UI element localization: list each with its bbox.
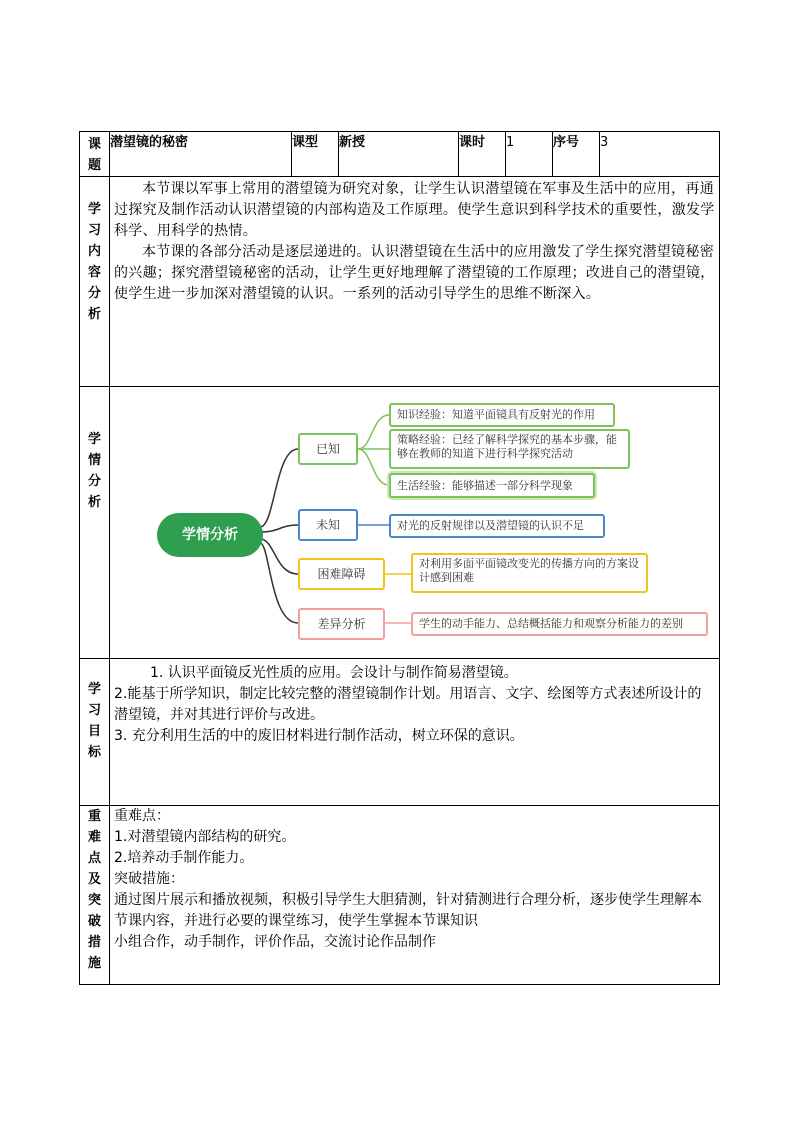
header-row: [80, 132, 720, 177]
objectives-label: [80, 659, 109, 763]
label-char: 分: [87, 474, 101, 489]
objectives-row: [80, 659, 720, 806]
content-analysis-label-cell: [80, 177, 110, 387]
key-points-line-6: 小组合作，动手制作，评价作品，交流讨论作品制作: [114, 934, 436, 950]
objectives-body: [110, 659, 720, 806]
key-points-line-1: 重难点：: [114, 808, 170, 824]
mind-map: [110, 387, 720, 657]
label-char: 重: [87, 809, 101, 824]
node-difficulty: 困难障碍: [298, 558, 385, 590]
connector-known-3: [358, 449, 389, 485]
content-analysis-label: [80, 177, 109, 325]
node-difference-item: 学生的动手能力、总结概括能力和观察分析能力的差别: [411, 612, 708, 636]
label-char: 分: [87, 286, 101, 301]
node-known-knowledge: 知识经验：知道平面镜具有反射光的作用: [389, 403, 615, 427]
label-char: 措: [87, 935, 101, 950]
node-difficulty-item: 对利用多面平面镜改变光的传播方向的方案设计感到困难: [411, 553, 648, 593]
connector-unknown: [260, 525, 298, 532]
node-unknown-item: 对光的反射规律以及潜望镜的认识不足: [389, 514, 605, 538]
node-unknown: 未知: [298, 509, 358, 541]
content-analysis-row: [80, 177, 720, 387]
connector-difference: [260, 543, 298, 623]
label-char: 内: [87, 244, 101, 259]
objective-2: 2.能基于所学知识，制定比较完整的潜望镜制作计划。用语言、文字、绘图等方式表述所设计的潜望镜，并对其进行评价与改进。: [114, 686, 702, 723]
objectives-label-cell: [80, 659, 110, 806]
connector-known: [260, 449, 298, 527]
label-char: 习: [87, 703, 101, 718]
lesson-plan-table: [79, 131, 720, 985]
label-char: 学: [87, 682, 101, 697]
topic-title: 潜望镜的秘密: [110, 132, 292, 177]
node-difference: 差异分析: [298, 608, 385, 640]
hours-value: 1: [506, 132, 553, 177]
label-char: 容: [87, 265, 101, 280]
label-char: 学: [87, 202, 101, 217]
learner-analysis-label: [80, 387, 109, 513]
order-label: 序号: [553, 132, 600, 177]
label-char: 题: [87, 158, 101, 173]
label-char: 目: [87, 724, 101, 739]
node-known: 已知: [298, 433, 358, 465]
learner-analysis-label-cell: [80, 387, 110, 659]
node-known-life: 生活经验：能够描述一部分科学现象: [389, 473, 595, 498]
label-char: 破: [87, 914, 101, 929]
learner-analysis-row: [80, 387, 720, 659]
label-char: 标: [87, 745, 101, 760]
topic-label-cell: [80, 132, 110, 177]
key-points-body: [110, 806, 720, 985]
content-analysis-body: [110, 177, 720, 387]
content-paragraph-2: 本节课的各部分活动是逐层递进的。认识潜望镜在生活中的应用激发了学生探究潜望镜秘密的兴趣；探究潜望镜秘密的活动，让学生更好地理解了潜望镜的工作原理；改进自己的潜望镜，使学生进一步加深对潜望镜的认识。一系列的活动引导学生的思维不断深入。: [114, 244, 715, 302]
objective-3: 3. 充分利用生活的中的废旧材料进行制作活动，树立环保的意识。: [114, 728, 524, 744]
mind-map-cell: [110, 387, 720, 659]
order-value: 3: [600, 132, 720, 177]
key-points-line-3: 2.培养动手制作能力。: [114, 850, 254, 866]
label-char: 析: [87, 307, 101, 322]
key-points-row: [80, 806, 720, 985]
label-char: 施: [87, 956, 101, 971]
label-char: 情: [87, 453, 101, 468]
key-points-line-4: 突破措施：: [114, 871, 184, 887]
type-value: 新授: [339, 132, 459, 177]
label-char: 难: [87, 830, 101, 845]
node-known-strategy: 策略经验：已经了解科学探究的基本步骤，能够在教师的知道下进行科学探究活动: [389, 429, 630, 469]
connector-known-1: [358, 415, 389, 449]
label-char: 课: [87, 137, 101, 152]
key-points-label-cell: [80, 806, 110, 985]
objective-1: 1. 认识平面镜反光性质的应用。会设计与制作简易潜望镜。: [150, 665, 518, 681]
label-char: 点: [87, 851, 101, 866]
label-char: 及: [87, 872, 101, 887]
hours-label: 课时: [459, 132, 506, 177]
label-char: 突: [87, 893, 101, 908]
content-paragraph-1: 本节课以军事上常用的潜望镜为研究对象，让学生认识潜望镜在军事及生活中的应用，再通过探究及制作活动认识潜望镜的内部构造及工作原理。使学生意识到科学技术的重要性，激发学科学、用科学的热情。: [114, 181, 715, 239]
topic-label: [80, 132, 109, 176]
key-points-line-5: 通过图片展示和播放视频，积极引导学生大胆猜测，针对猜测进行合理分析，逐步使学生理解本节课内容，并进行必要的课堂练习，使学生掌握本节课知识: [114, 892, 702, 929]
label-char: 析: [87, 495, 101, 510]
key-points-line-2: 1.对潜望镜内部结构的研究。: [114, 829, 296, 845]
type-label: 课型: [292, 132, 339, 177]
mind-map-root: 学情分析: [157, 513, 263, 557]
key-points-label: [80, 806, 109, 974]
label-char: 学: [87, 432, 101, 447]
label-char: 习: [87, 223, 101, 238]
